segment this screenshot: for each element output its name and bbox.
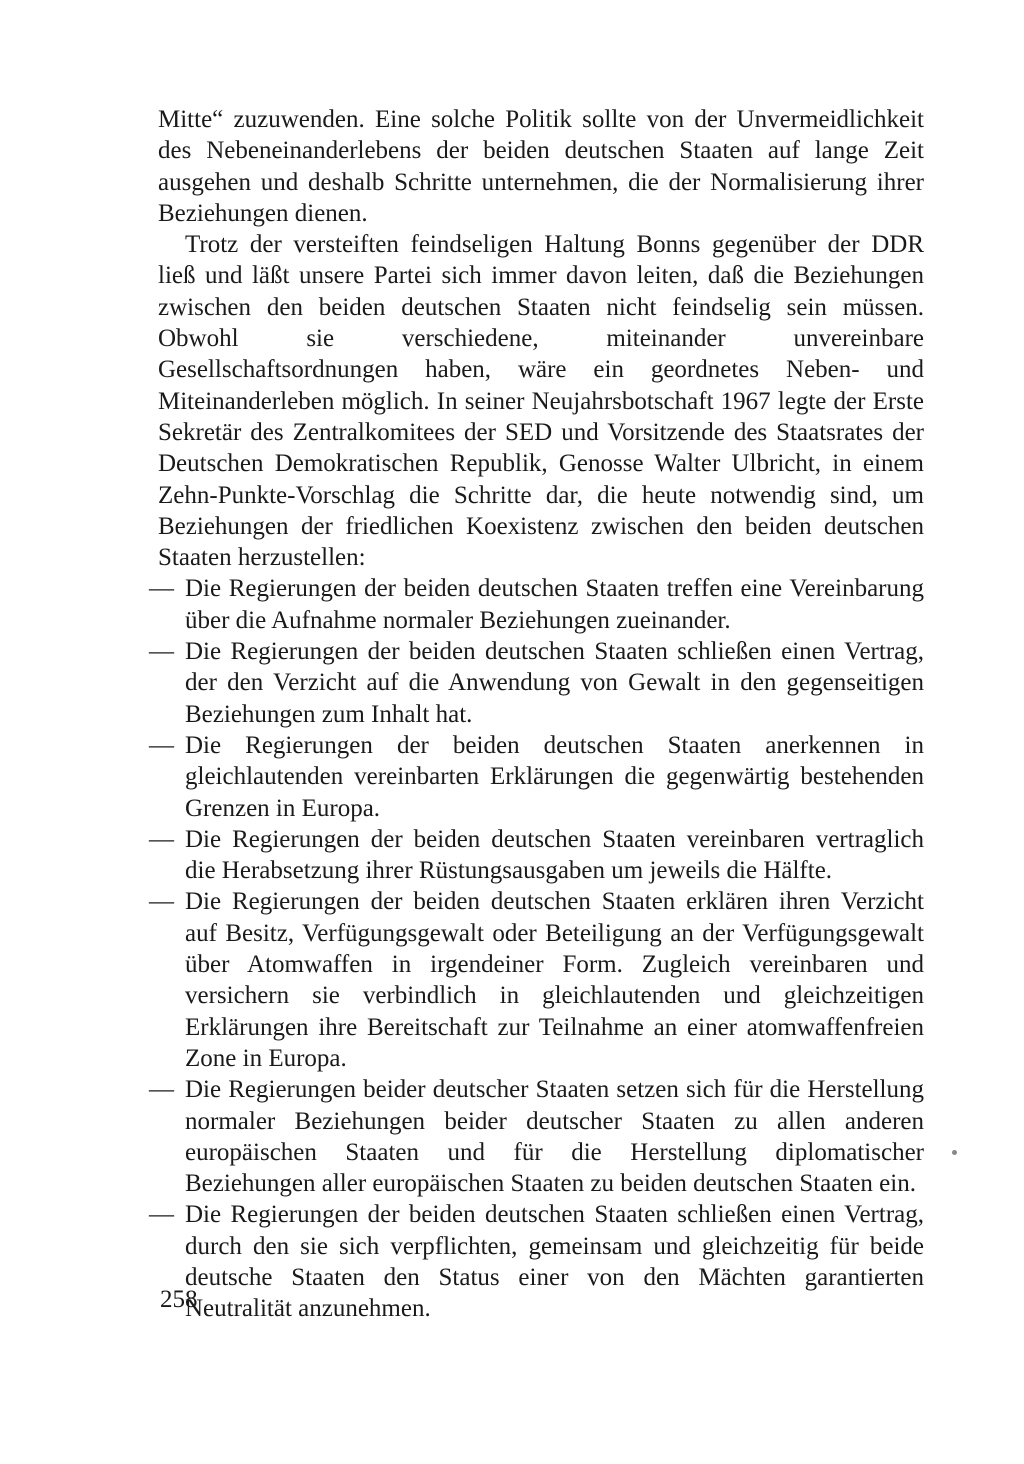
list-item-text: Die Regierungen der beiden deutschen Staaten schließen einen Vertrag, der den Verzicht auf die Anwendung von Gewalt in den gegenseitigen Beziehungen zum Inhalt hat.	[185, 638, 924, 728]
list-item	[149, 824, 924, 887]
dash-bullet: —	[149, 825, 174, 853]
list-item	[149, 1199, 924, 1324]
list-item	[149, 636, 924, 730]
list-item	[149, 886, 924, 1074]
list-item-text: Die Regierungen der beiden deutschen Staaten erklären ihren Verzicht auf Besitz, Verfügungsgewalt oder Beteiligung an der Verfügungsgewalt über Atomwaffen in irgendeiner Form. Zugleich vereinbaren und versichern sie verbindlich in gleichlautenden und gleichzeitigen Erklärungen ihre Bereitschaft zur Teilnahme an einer atomwaffenfreien Zone in Europa.	[185, 888, 924, 1072]
dash-bullet: —	[149, 575, 174, 603]
list-item-text: Die Regierungen der beiden deutschen Staaten schließen einen Vertrag, durch den sie sich verpflichten, gemeinsam und gleichzeitig für beide deutsche Staaten den Status einer von den Mächten garantierten Neutralität anzunehmen.	[185, 1201, 924, 1323]
dash-bullet: —	[149, 1076, 174, 1104]
dash-bullet: —	[149, 638, 174, 666]
proposal-list	[149, 573, 924, 1324]
dash-bullet: —	[149, 1201, 174, 1229]
body-text	[149, 104, 924, 1325]
margin-dot-mark	[952, 1150, 957, 1155]
list-item-text: Die Regierungen der beiden deutschen Staaten treffen eine Vereinbarung über die Aufnahme normaler Beziehungen zueinander.	[185, 575, 924, 634]
paragraph-1: Mitte“ zuzuwenden. Eine solche Politik sollte von der Unvermeidlichkeit des Nebeneinanderlebens der beiden deutschen Staaten auf lange Zeit ausgehen und deshalb Schritte unternehmen, die der Normalisierung ihrer Beziehungen dienen.	[158, 106, 924, 227]
dash-bullet: —	[149, 888, 174, 916]
list-item-text: Die Regierungen beider deutscher Staaten setzen sich für die Herstellung normaler Beziehungen beider deutscher Staaten zu allen anderen europäischen Staaten und für die Herstellung diplomatischer Beziehungen aller europäischen Staaten zu beiden deutschen Staaten ein.	[185, 1076, 924, 1198]
list-item-text: Die Regierungen der beiden deutschen Staaten vereinbaren vertraglich die Herabsetzung ihrer Rüstungsausgaben um jeweils die Hälfte.	[185, 825, 924, 885]
list-item	[149, 730, 924, 824]
list-item	[149, 573, 924, 636]
dash-bullet: —	[149, 731, 174, 759]
paragraph-2: Trotz der versteiften feindseligen Haltung Bonns gegenüber der DDR ließ und läßt unsere Partei sich immer davon leiten, daß die Beziehungen zwischen den beiden deutschen Staaten nicht feindselig sein müssen. Obwohl sie verschiedene, miteinander unvereinbare Gesellschaftsordnungen haben, wäre ein geordnetes Neben- und Miteinanderleben möglich. In seiner Neujahrsbotschaft 1967 legte der Erste Sekretär des Zentralkomitees der SED und Vorsitzende des Staatsrates der Deutschen Demokratischen Republik, Genosse Walter Ulbricht, in einem Zehn-Punkte-Vorschlag die Schritte dar, die heute notwendig sind, um Beziehungen der friedlichen Koexistenz zwischen den beiden deutschen Staaten herzustellen:	[158, 231, 924, 572]
page-number: 258	[160, 1286, 198, 1313]
list-item-text: Die Regierungen der beiden deutschen Staaten anerkennen in gleichlautenden vereinbarten Erklärungen die gegenwärtig bestehenden Grenzen in Europa.	[185, 731, 924, 822]
list-item	[149, 1074, 924, 1199]
